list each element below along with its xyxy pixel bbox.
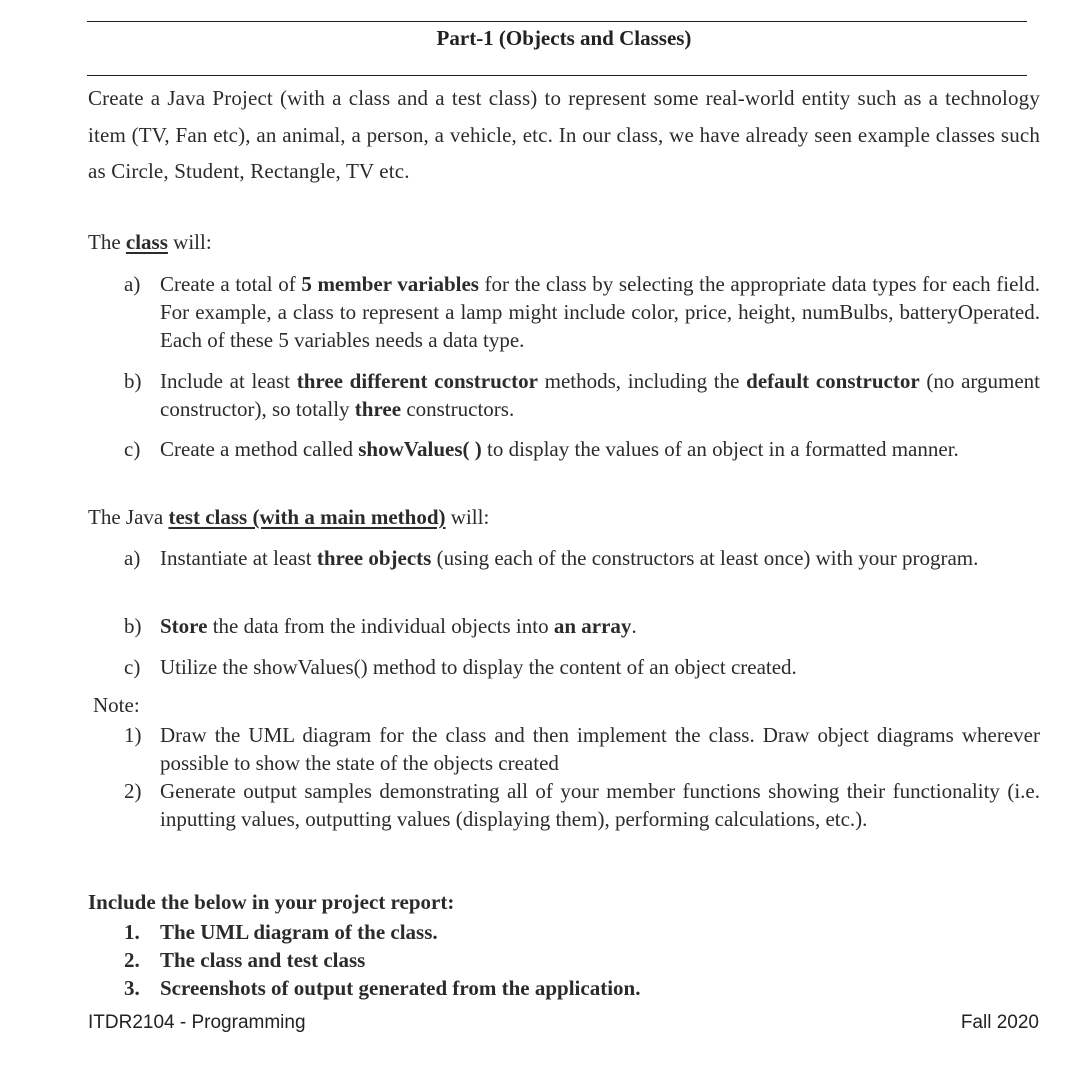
- class-item-a: a) Create a total of 5 member variables for the class by selecting the appropriate data types for each field. For example, a class to represent a lamp might include color, price, height, numBulbs, batteryOperated. Each of these 5 variables needs a data type.: [124, 272, 1040, 352]
- class-heading: The class will:: [88, 230, 212, 254]
- intro-paragraph: Create a Java Project (with a class and a test class) to represent some real-world entity such as a technology item (TV, Fan etc), an animal, a person, a vehicle, etc. In our class, we have already seen example classes such as Circle, Student, Rectangle, TV etc.: [88, 86, 1040, 183]
- top-rule: [87, 21, 1027, 22]
- report-item-3: 3. Screenshots of output generated from the application.: [124, 976, 641, 1000]
- test-class-keyword: test class (with a main method): [168, 505, 446, 529]
- note-heading: Note:: [93, 693, 140, 717]
- class-item-c: c) Create a method called showValues( ) to display the values of an object in a formatted manner.: [124, 437, 959, 461]
- class-keyword: class: [125, 230, 168, 254]
- note-item-1: 1) Draw the UML diagram for the class and then implement the class. Draw object diagrams wherever possible to show the state of the objects created: [124, 723, 1040, 775]
- report-heading: Include the below in your project report:: [88, 890, 455, 914]
- note-item-2: 2) Generate output samples demonstrating all of your member functions showing their functionality (i.e. inputting values, outputting values (displaying them), performing calculations, etc.).: [124, 779, 1040, 831]
- test-heading: The Java test class (with a main method) will:: [88, 505, 490, 529]
- test-item-c: c) Utilize the showValues() method to display the content of an object created.: [124, 655, 797, 679]
- test-item-a: a) Instantiate at least three objects (using each of the constructors at least once) with your program.: [124, 546, 979, 570]
- report-item-2: 2. The class and test class: [124, 948, 366, 972]
- page-title: Part-1 (Objects and Classes): [436, 26, 692, 50]
- report-item-1: 1. The UML diagram of the class.: [124, 920, 438, 944]
- test-item-b: b) Store the data from the individual objects into an array.: [124, 614, 637, 638]
- footer-term: Fall 2020: [960, 1012, 1039, 1033]
- class-item-b: b) Include at least three different constructor methods, including the default constructor (no argument constructor), so totally three constructors.: [124, 369, 1040, 421]
- footer-course: ITDR2104 - Programming: [88, 1012, 306, 1033]
- title-underline-rule: [87, 75, 1027, 76]
